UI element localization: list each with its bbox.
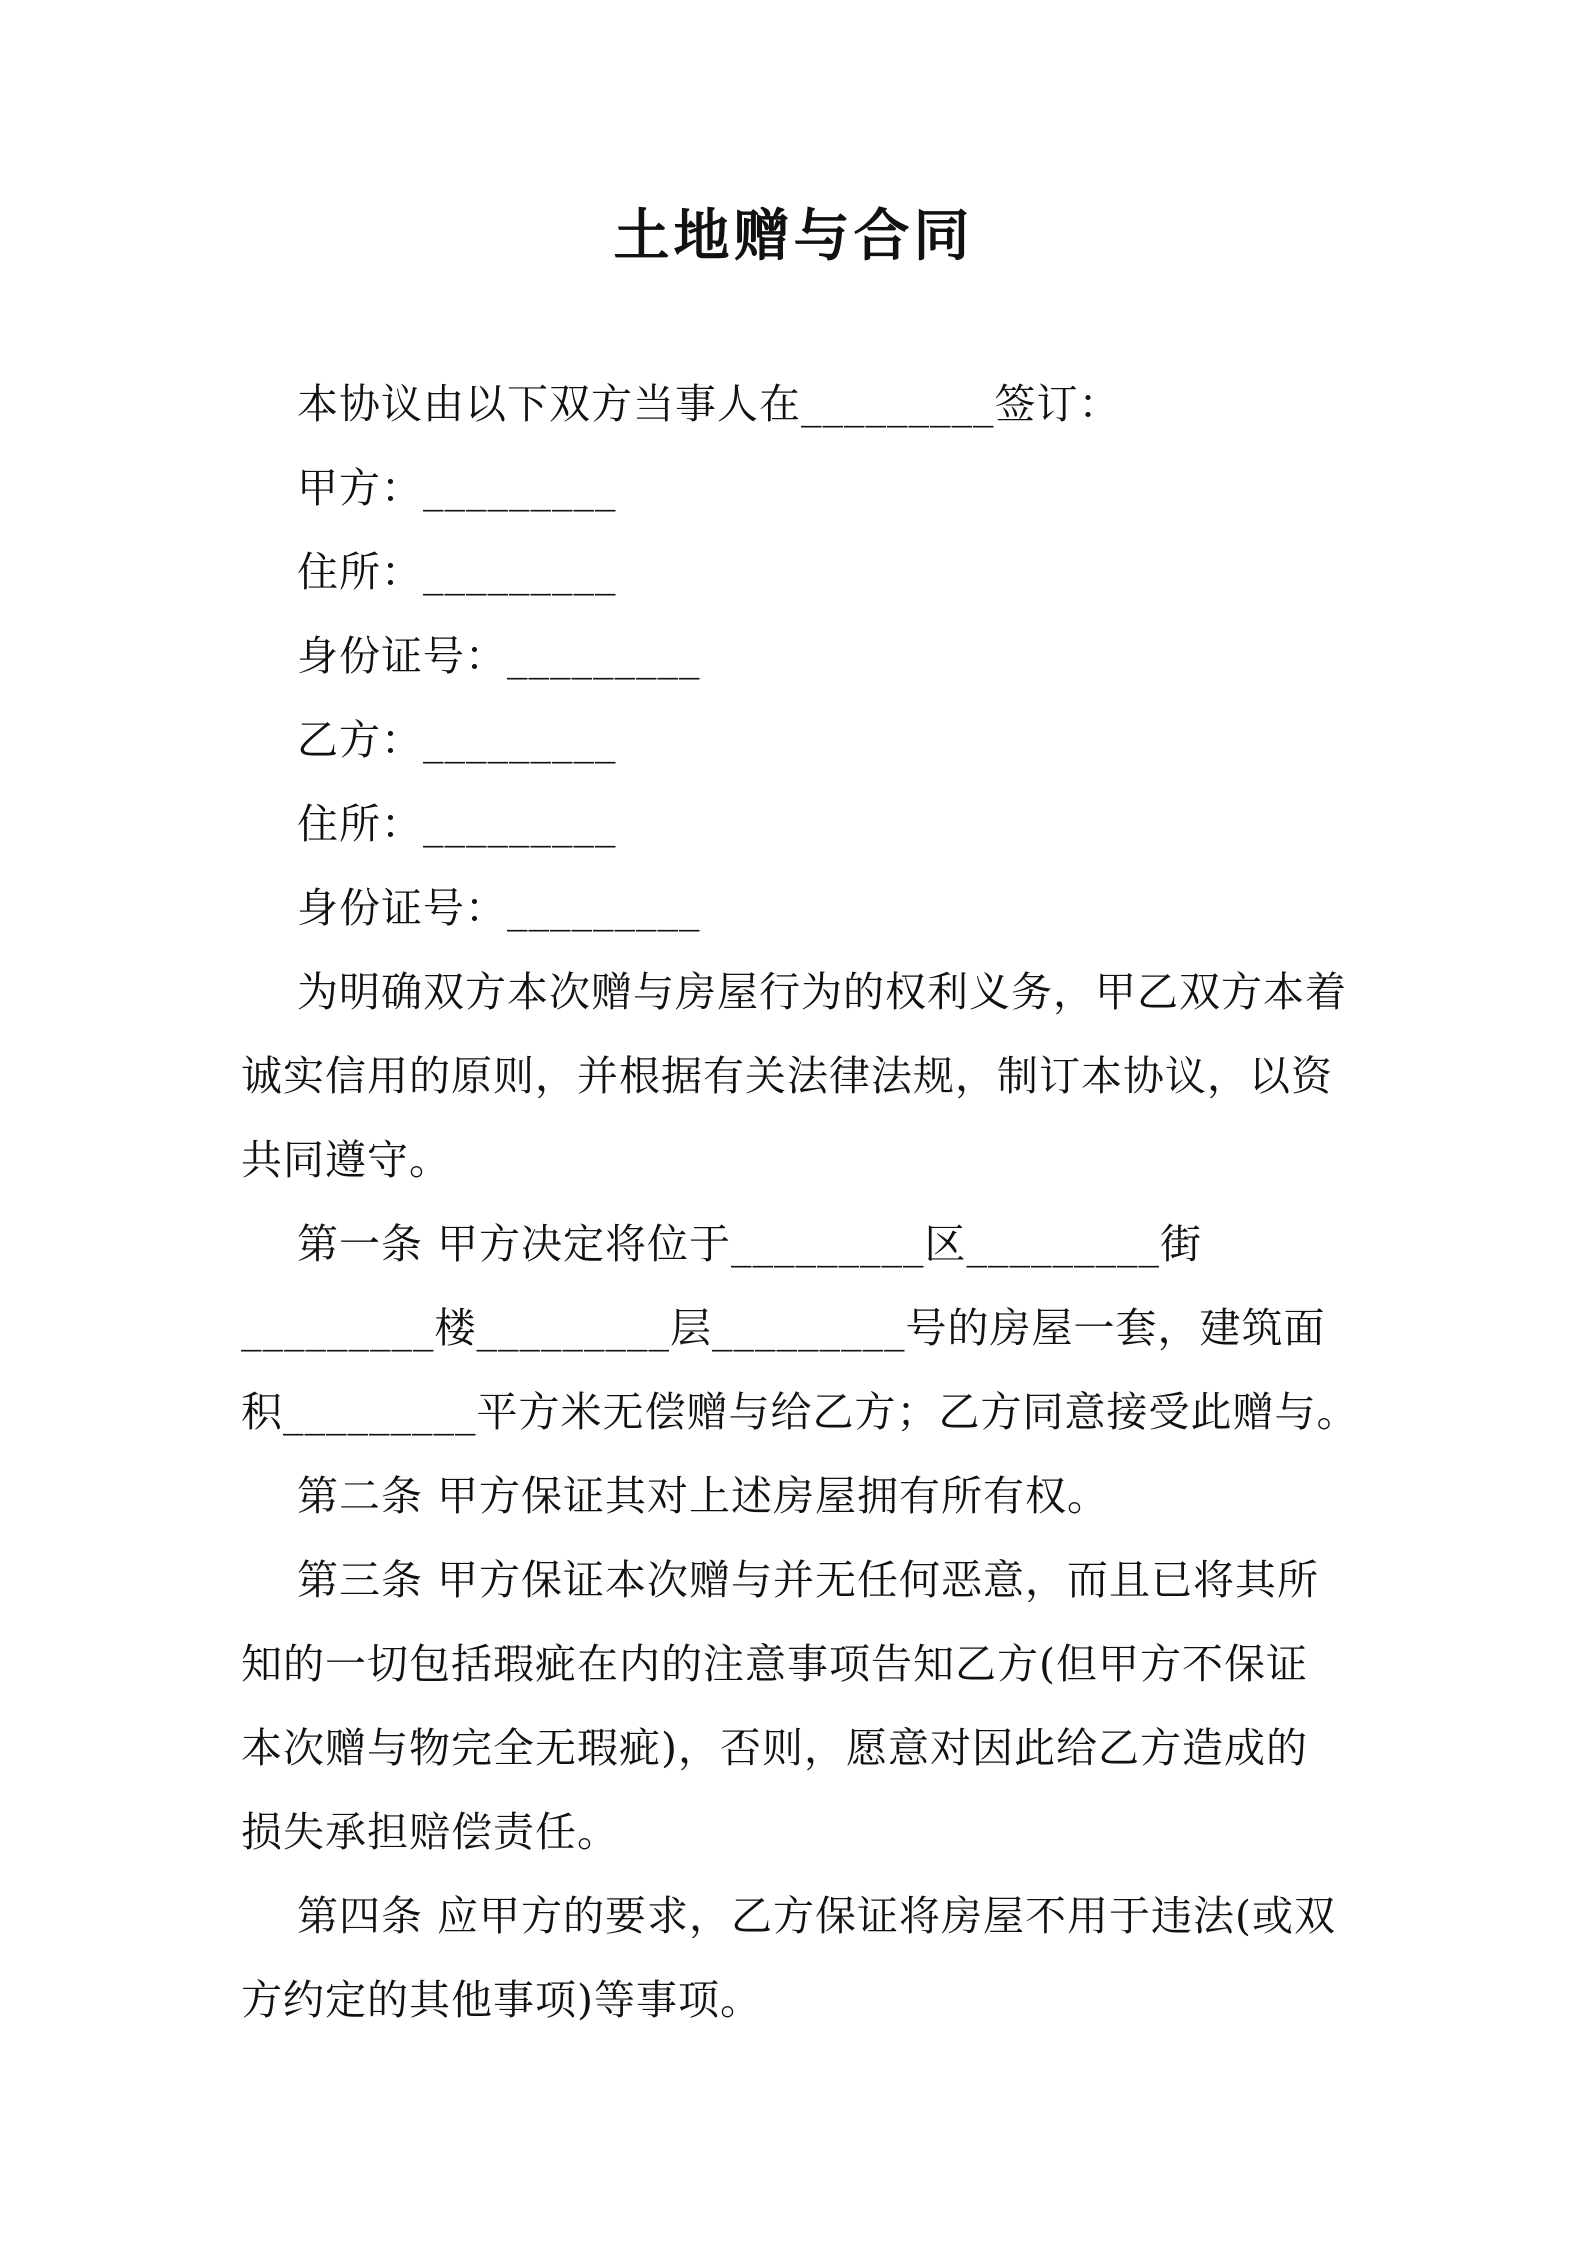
party-a-id-line: 身份证号：_________ (297, 632, 701, 680)
article-1-line-2: _________楼_________层_________号的房屋一套，建筑面 (241, 1304, 1326, 1352)
party-a-line: 甲方：_________ (297, 464, 617, 512)
purpose-line-1: 为明确双方本次赠与房屋行为的权利义务，甲乙双方本着 (297, 968, 1347, 1016)
party-a-address-line: 住所：_________ (297, 548, 617, 596)
purpose-line-2: 诚实信用的原则，并根据有关法律法规，制订本协议，以资 (241, 1052, 1333, 1100)
article-2-line-1: 第二条 甲方保证其对上述房屋拥有所有权。 (297, 1472, 1110, 1520)
intro-line: 本协议由以下双方当事人在_________签订： (297, 380, 1121, 428)
article-3-line-3: 本次赠与物完全无瑕疵)，否则，愿意对因此给乙方造成的 (241, 1724, 1308, 1772)
article-4-line-2: 方约定的其他事项)等事项。 (241, 1976, 762, 2024)
article-3-line-4: 损失承担赔偿责任。 (241, 1808, 619, 1856)
article-1-line-1: 第一条 甲方决定将位于_________区_________街 (297, 1220, 1203, 1268)
document-title: 土地赠与合同 (613, 203, 974, 269)
party-b-line: 乙方：_________ (297, 716, 617, 764)
article-3-line-1: 第三条 甲方保证本次赠与并无任何恶意，而且已将其所 (297, 1556, 1320, 1604)
article-4-line-1: 第四条 应甲方的要求，乙方保证将房屋不用于违法(或双 (297, 1892, 1337, 1940)
purpose-line-3: 共同遵守。 (241, 1136, 451, 1184)
party-b-id-line: 身份证号：_________ (297, 884, 701, 932)
article-1-line-3: 积_________平方米无偿赠与给乙方；乙方同意接受此赠与。 (241, 1388, 1359, 1436)
document-body (241, 362, 1359, 2042)
party-b-address-line: 住所：_________ (297, 800, 617, 848)
article-3-line-2: 知的一切包括瑕疵在内的注意事项告知乙方(但甲方不保证 (241, 1640, 1308, 1688)
